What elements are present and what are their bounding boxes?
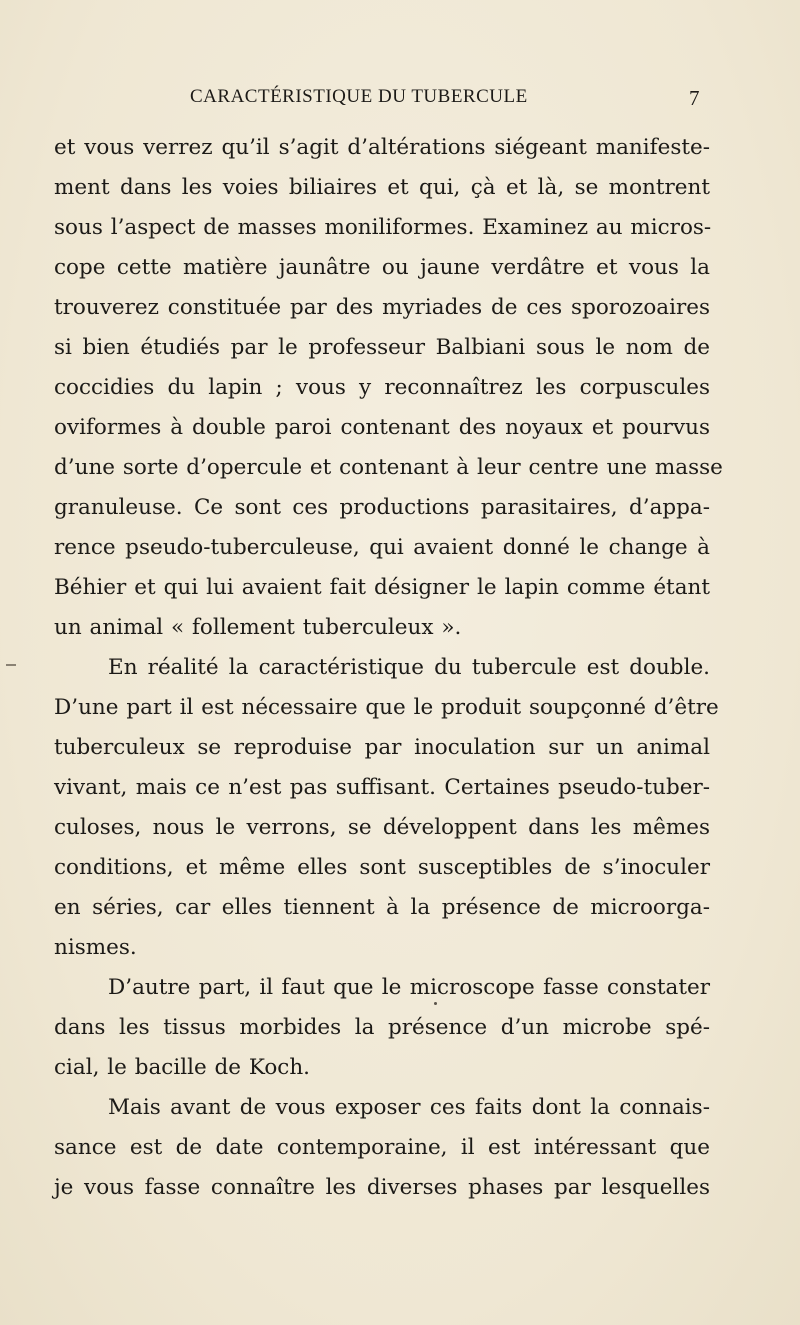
text-line: sous l’aspect de masses moniliformes. Examinez au micros- — [54, 215, 712, 240]
body-text — [54, 128, 723, 1208]
text-line: coccidies du lapin ; vous y reconnaîtrez les corpuscules — [54, 375, 710, 400]
text-line: D’autre part, il faut que le microscope fasse constater — [108, 975, 710, 1000]
margin-mark — [6, 664, 16, 666]
text-line: cial, le bacille de Koch. — [54, 1055, 310, 1080]
text-line: Mais avant de vous exposer ces faits dont la connais- — [108, 1095, 710, 1120]
text-line: granuleuse. Ce sont ces productions parasitaires, d’appa- — [54, 495, 710, 520]
text-line: oviformes à double paroi contenant des noyaux et pourvus — [54, 415, 710, 440]
text-line: En réalité la caractéristique du tubercule est double. — [108, 655, 710, 680]
text-line: D’une part il est nécessaire que le produit soupçonné d’être — [54, 695, 719, 720]
text-line: nismes. — [54, 935, 137, 960]
text-line: et vous verrez qu’il s’agit d’altérations siégeant manifeste- — [54, 135, 710, 160]
text-line: Béhier et qui lui avaient fait désigner le lapin comme étant — [54, 575, 710, 600]
text-line: ment dans les voies biliaires et qui, çà et là, se montrent — [54, 175, 710, 200]
text-line: d’une sorte d’opercule et contenant à leur centre une masse — [54, 455, 723, 480]
text-line: en séries, car elles tiennent à la présence de microorga- — [54, 895, 710, 920]
page-number: 7 — [689, 86, 700, 110]
text-line: rence pseudo-tuberculeuse, qui avaient donné le change à — [54, 535, 710, 560]
text-line: cope cette matière jaunâtre ou jaune verdâtre et vous la — [54, 255, 710, 280]
text-line: tuberculeux se reproduise par inoculation sur un animal — [54, 735, 710, 760]
text-line: je vous fasse connaître les diverses phases par lesquelles — [54, 1175, 710, 1200]
text-line: vivant, mais ce n’est pas suffisant. Certaines pseudo-tuber- — [54, 775, 710, 800]
text-line: si bien étudiés par le professeur Balbiani sous le nom de — [54, 335, 710, 360]
text-line: dans les tissus morbides la présence d’un microbe spé- — [54, 1015, 710, 1040]
page-header — [190, 86, 700, 110]
text-line: sance est de date contemporaine, il est intéressant que — [54, 1135, 710, 1160]
text-line: un animal « follement tuberculeux ». — [54, 615, 462, 640]
running-title: CARACTÉRISTIQUE DU TUBERCULE — [190, 86, 528, 107]
text-line: trouverez constituée par des myriades de ces sporozoaires — [54, 295, 710, 320]
text-line: conditions, et même elles sont susceptibles de s’inoculer — [54, 855, 710, 880]
text-line: culoses, nous le verrons, se développent dans les mêmes — [54, 815, 710, 840]
